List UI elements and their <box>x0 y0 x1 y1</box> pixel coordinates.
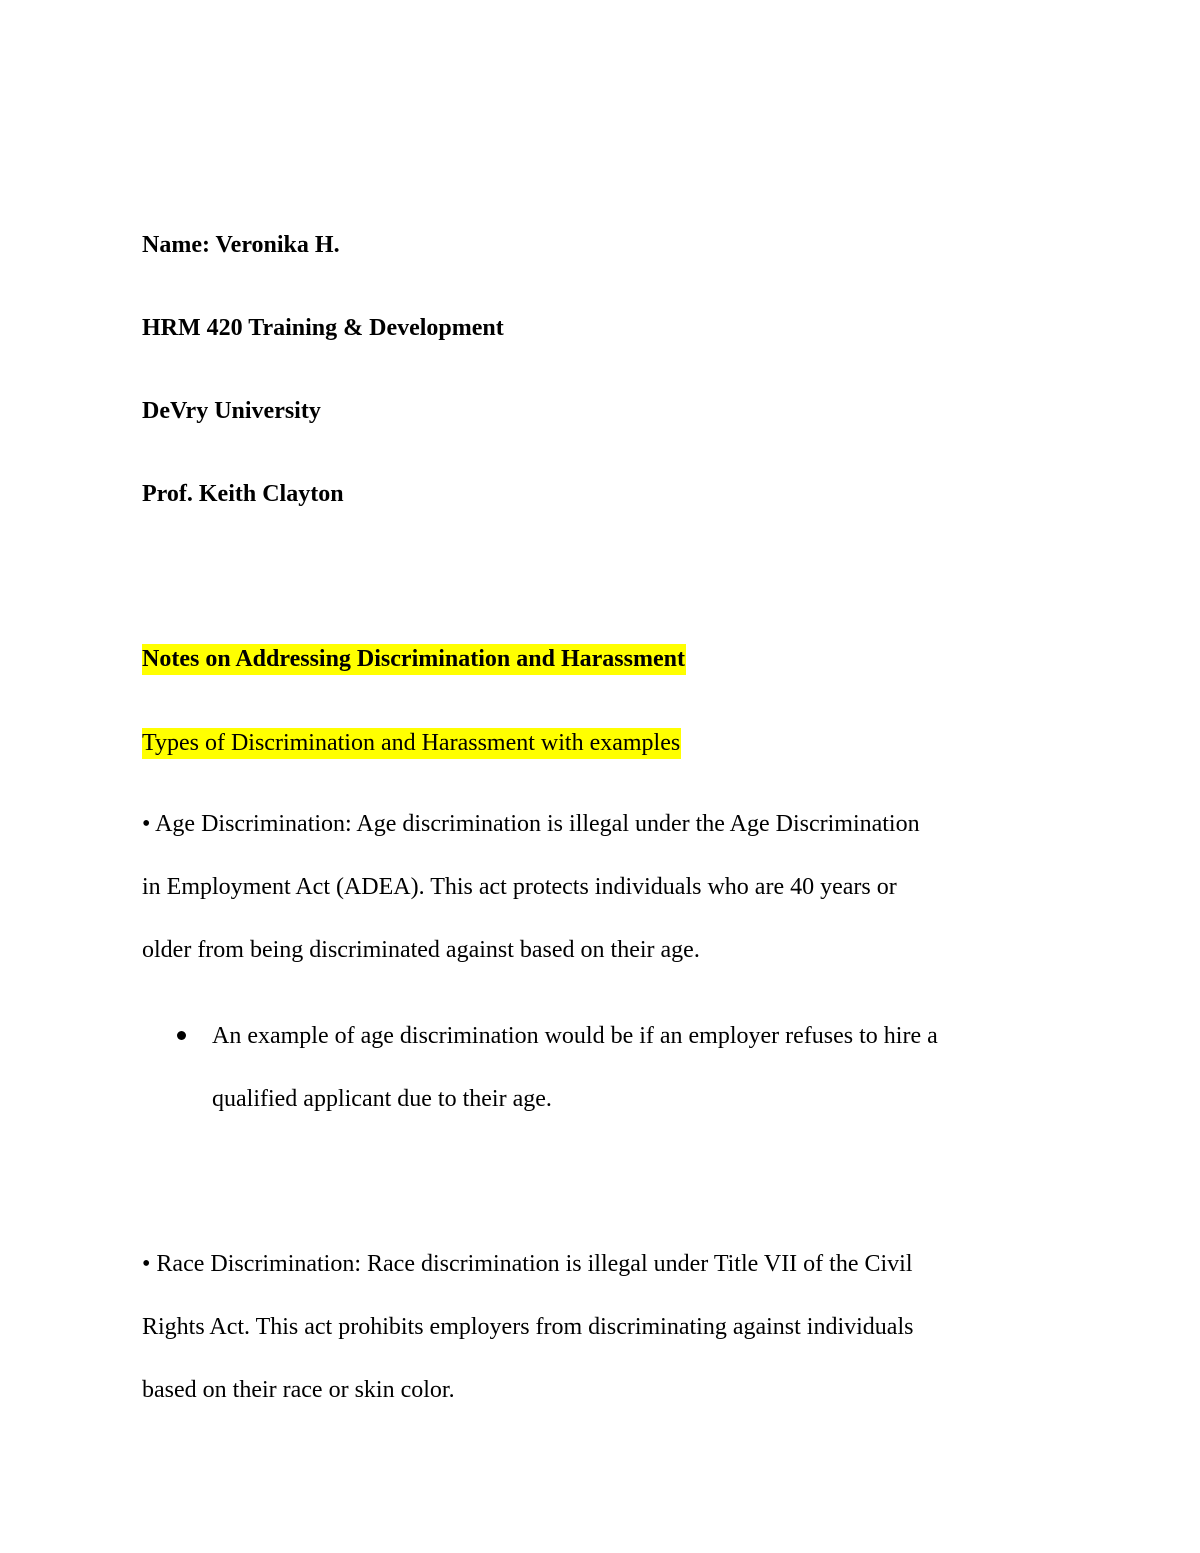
race-paragraph-line-1: • Race Discrimination: Race discrimination is illegal under Title VII of the Civil <box>142 1251 913 1277</box>
document-title <box>142 644 686 674</box>
race-paragraph-line-3: based on their race or skin color. <box>142 1377 455 1403</box>
document-title-text: Notes on Addressing Discrimination and Harassment <box>142 644 686 675</box>
age-example-line-1: An example of age discrimination would be if an employer refuses to hire a <box>212 1023 938 1049</box>
section-subtitle <box>142 728 681 758</box>
student-name: Name: Veronika H. <box>142 232 340 258</box>
age-paragraph-line-2: in Employment Act (ADEA). This act protects individuals who are 40 years or <box>142 874 897 900</box>
course-title: HRM 420 Training & Development <box>142 315 504 341</box>
university-name: DeVry University <box>142 398 321 424</box>
professor-name: Prof. Keith Clayton <box>142 481 344 507</box>
age-example-line-2: qualified applicant due to their age. <box>212 1086 552 1112</box>
age-paragraph-line-3: older from being discriminated against based on their age. <box>142 937 700 963</box>
race-paragraph-line-2: Rights Act. This act prohibits employers from discriminating against individuals <box>142 1314 914 1340</box>
section-subtitle-text: Types of Discrimination and Harassment with examples <box>142 728 681 759</box>
bullet-icon <box>177 1031 186 1040</box>
age-paragraph-line-1: • Age Discrimination: Age discrimination is illegal under the Age Discrimination <box>142 811 920 837</box>
